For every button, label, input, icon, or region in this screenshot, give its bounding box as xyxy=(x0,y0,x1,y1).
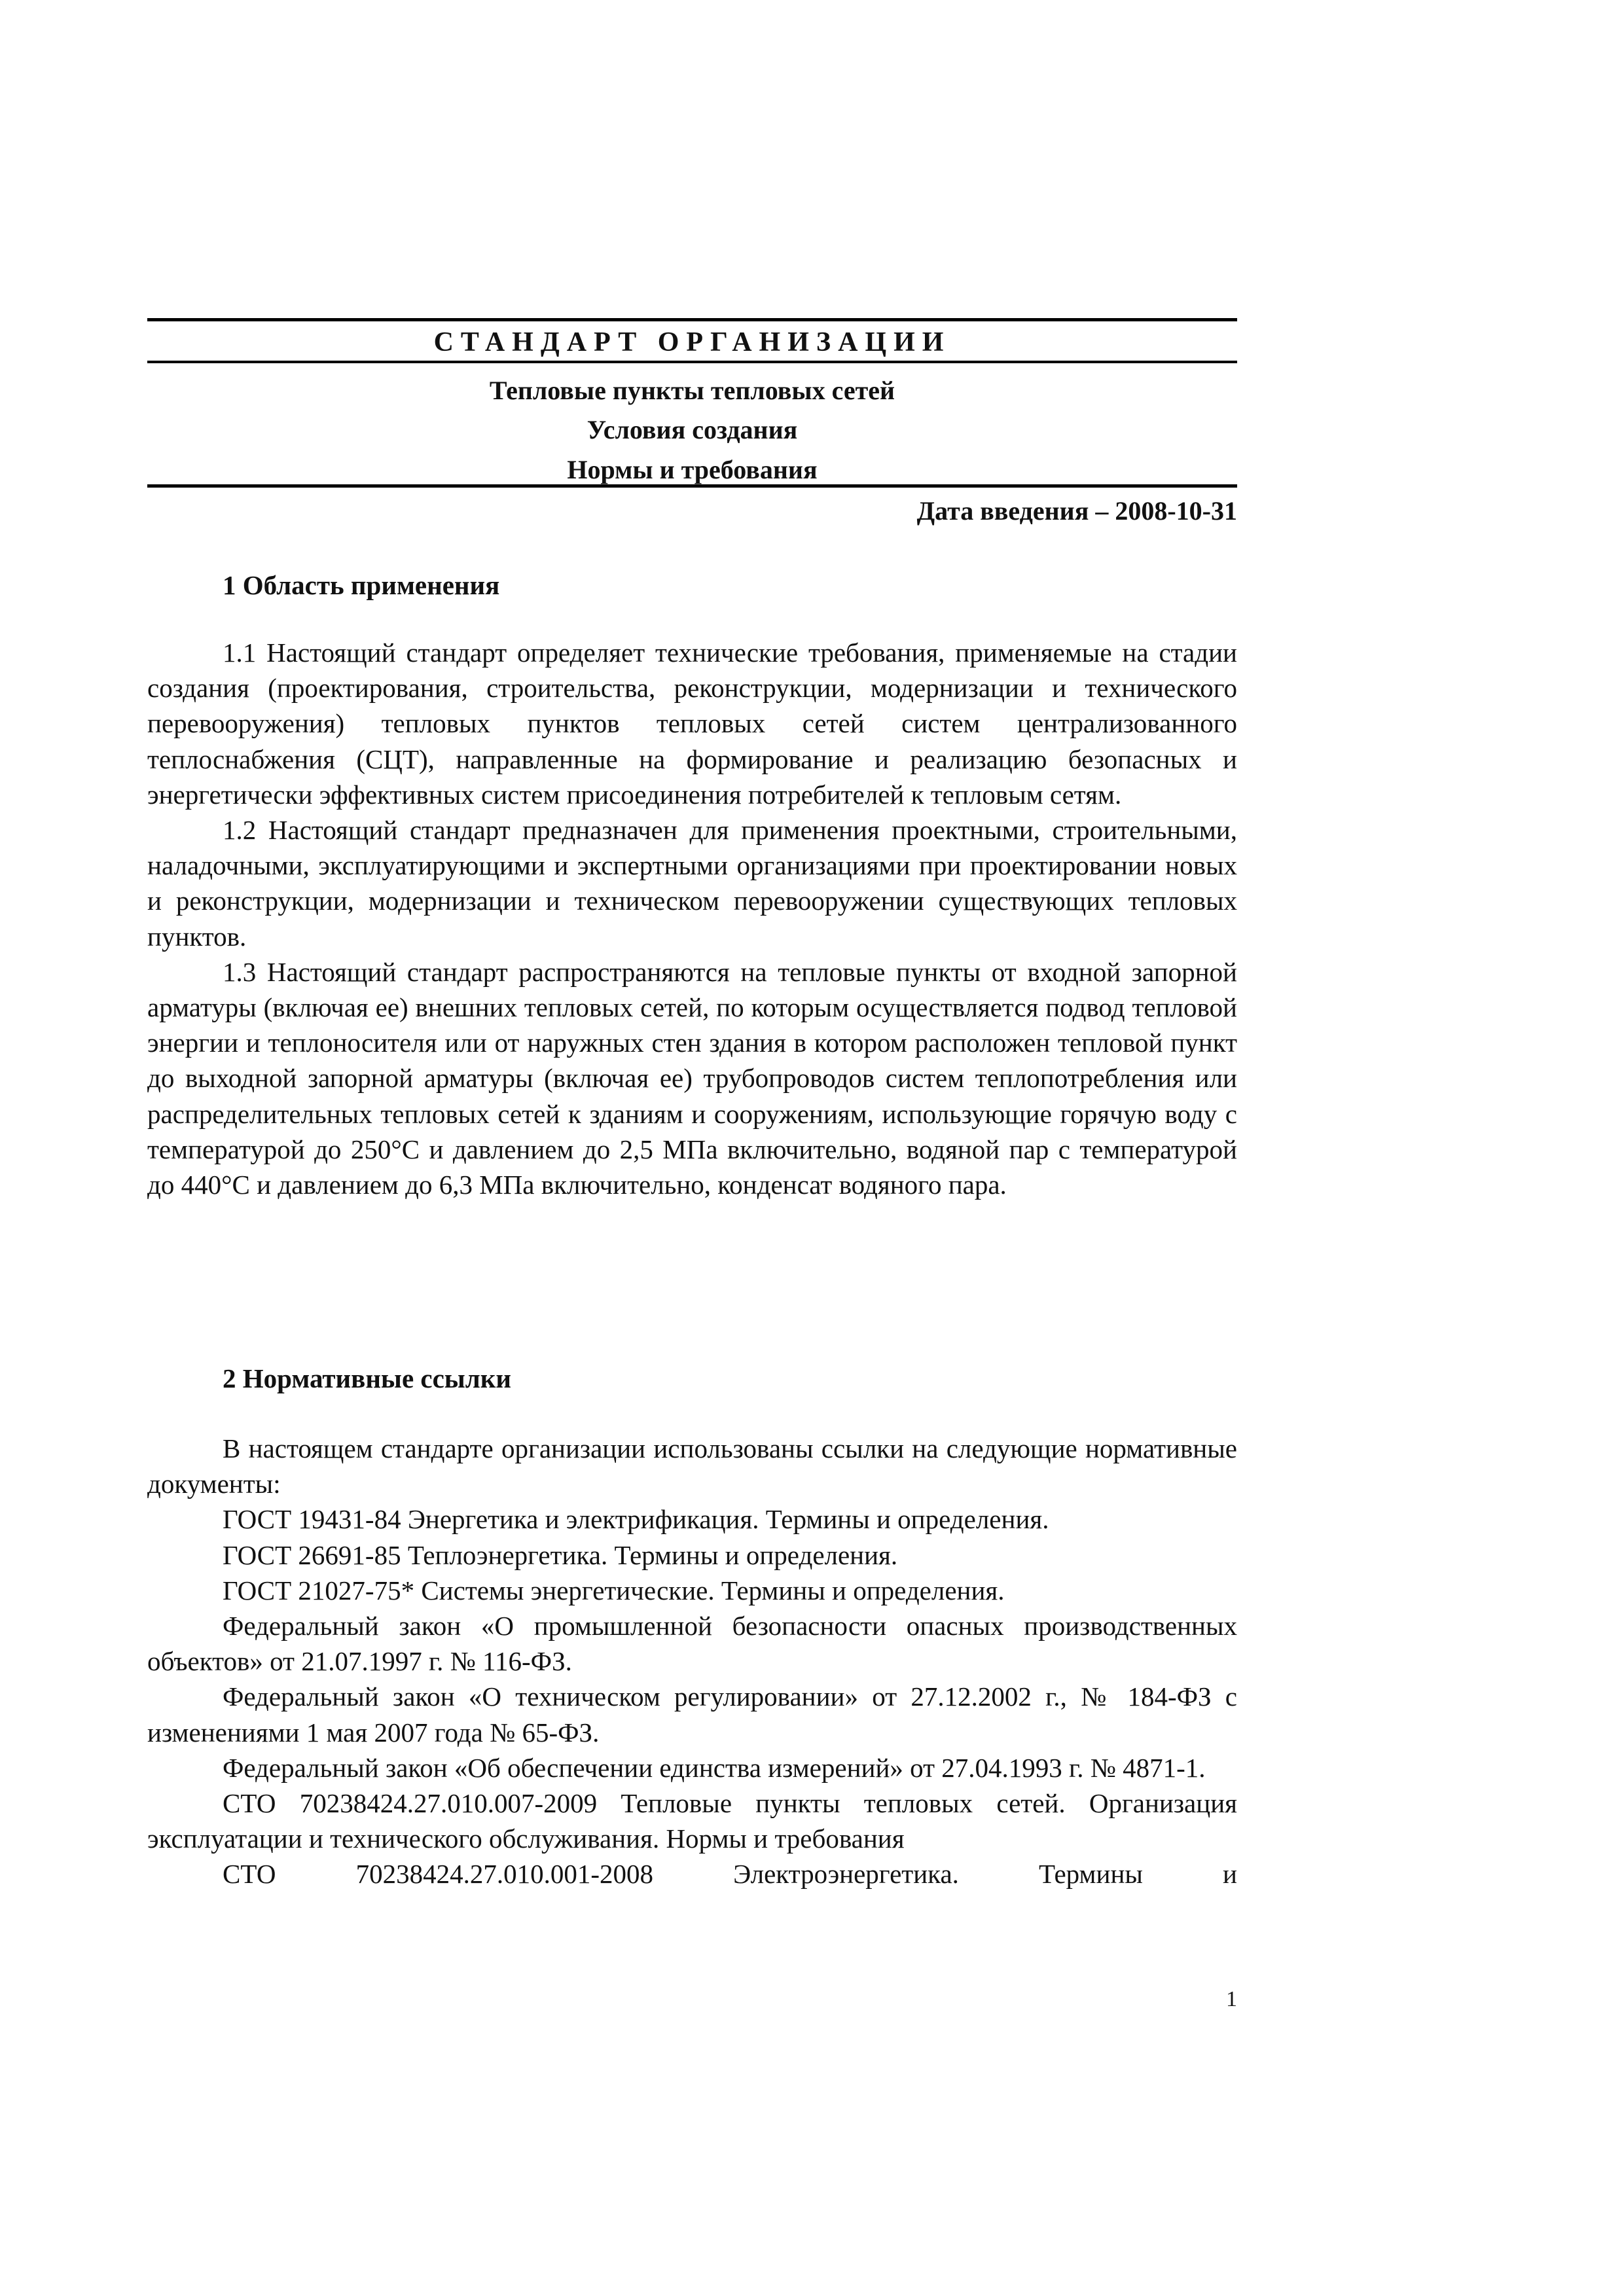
effective-date: Дата введения – 2008-10-31 xyxy=(916,496,1237,526)
reference-item: ГОСТ 19431-84 Энергетика и электрификация. Термины и определения. xyxy=(223,1504,1049,1535)
document-subtitle-3: Нормы и требования xyxy=(567,455,818,484)
reference-item: Федеральный закон «Об обеспечении единства измерений» от 27.04.1993 г. № 4871-1. xyxy=(223,1752,1206,1783)
document-type-title: СТАНДАРТ ОРГАНИЗАЦИИ xyxy=(433,327,951,357)
document-subtitle-1: Тепловые пункты тепловых сетей xyxy=(489,376,895,405)
reference-item: Федеральный закон «О промышленной безопасности опасных производственных объектов» от 21.07.1997 г. № 116-ФЗ. xyxy=(147,1611,1237,1677)
section-1-heading: 1 Область применения xyxy=(223,570,500,600)
reference-item: ГОСТ 26691-85 Теплоэнергетика. Термины и определения. xyxy=(223,1539,898,1570)
paragraph-1-3: 1.3 Настоящий стандарт распространяются на тепловые пункты от входной запорной арматуры (включая ее) внешних тепловых сетей, по которым осуществляется подвод тепловой энергии и теплоносителя или от наружных стен здания в котором расположен тепловой пункт до выходной запорной арматуры (включая ее) трубопроводов систем теплопотребления или распределительных тепловых сетей к зданиям и сооружениям, использующие горячую воду с температурой до 250°С и давлением до 2,5 МПа включительно, водяной пар с температурой до 440°С и давлением до 6,3 МПа включительно, конденсат водяного пара. xyxy=(147,956,1237,1200)
reference-item: СТО 70238424.27.010.007-2009 Тепловые пункты тепловых сетей. Организация эксплуатации и технического обслуживания. Нормы и требования xyxy=(147,1788,1237,1854)
paragraph-1-1: 1.1 Настоящий стандарт определяет технические требования, применяемые на стадии создания (проектирования, строительства, реконструкции, модернизации и технического перевооружения) тепловых пунктов тепловых сетей систем централизованного теплоснабжения (СЦТ), направленные на формирование и реализацию безопасных и энергетически эффективных систем присоединения потребителей к тепловым сетям. xyxy=(147,637,1237,810)
header-middle-rule xyxy=(147,361,1237,363)
reference-item: Федеральный закон «О техническом регулировании» от 27.12.2002 г., № 184-ФЗ с изменениями 1 мая 2007 года № 65-ФЗ. xyxy=(147,1681,1237,1748)
header-bottom-rule xyxy=(147,484,1237,488)
section-2-heading: 2 Нормативные ссылки xyxy=(223,1363,512,1393)
reference-item: СТО 70238424.27.010.001-2008 Электроэнергетика. Термины и xyxy=(223,1859,1237,1890)
section-2-body xyxy=(147,1431,1237,1892)
reference-item: ГОСТ 21027-75* Системы энергетические. Термины и определения. xyxy=(223,1575,1005,1605)
section-1-body xyxy=(147,635,1237,1202)
document-page xyxy=(147,0,1237,2296)
paragraph-1-2: 1.2 Настоящий стандарт предназначен для применения проектными, строительными, наладочными, эксплуатирующими и экспертными организациями при проектировании новых и реконструкции, модернизации и техническом перевооружении существующих тепловых пунктов. xyxy=(147,815,1237,952)
page-number: 1 xyxy=(1226,1987,1237,2011)
document-subtitle-2: Условия создания xyxy=(586,415,798,444)
references-intro: В настоящем стандарте организации использованы ссылки на следующие нормативные документы: xyxy=(147,1433,1237,1499)
header-top-rule xyxy=(147,318,1237,321)
